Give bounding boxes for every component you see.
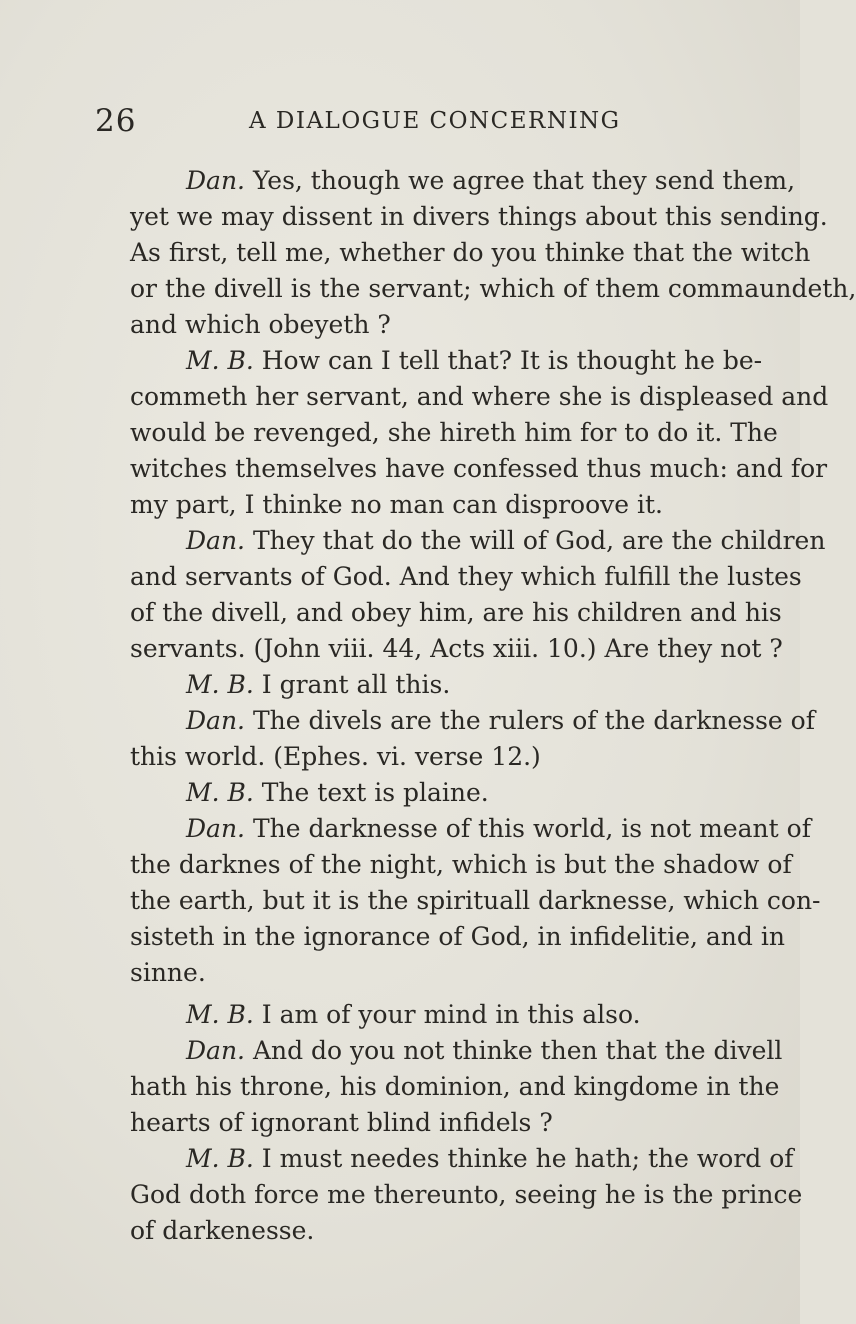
text-line: and servants of God. And they which fulfill the lustes	[130, 562, 802, 591]
text-line: of darkenesse.	[130, 1216, 315, 1245]
text-line: of the divell, and obey him, are his children and his	[130, 598, 782, 627]
text-line: servants. (John viii. 44, Acts xiii. 10.) Are they not ?	[130, 634, 783, 663]
speaker-label: M. B.	[186, 778, 254, 807]
speaker-label: Dan.	[186, 526, 245, 555]
text-line: Dan. They that do the will of God, are the children	[186, 526, 826, 555]
text-line: this world. (Ephes. vi. verse 12.)	[130, 742, 541, 771]
page-header	[95, 103, 695, 143]
text-line: M. B. I grant all this.	[186, 670, 451, 699]
text-line: the darknes of the night, which is but the shadow of	[130, 850, 792, 879]
speaker-label: M. B.	[186, 1144, 254, 1173]
text-line: Dan. Yes, though we agree that they send them,	[186, 166, 796, 195]
speaker-label: Dan.	[186, 706, 245, 735]
text-line: my part, I thinke no man can disproove it.	[130, 490, 663, 519]
text-line: hath his throne, his dominion, and kingdome in the	[130, 1072, 780, 1101]
text-line: witches themselves have confessed thus much: and for	[130, 454, 828, 483]
text-line: hearts of ignorant blind infidels ?	[130, 1108, 553, 1137]
text-line: M. B. The text is plaine.	[186, 778, 489, 807]
running-head: A DIALOGUE CONCERNING	[249, 108, 621, 134]
text-line: and which obeyeth ?	[130, 310, 391, 339]
text-line: yet we may dissent in divers things about this sending.	[130, 202, 828, 231]
speaker-label: M. B.	[186, 670, 254, 699]
text-line: would be revenged, she hireth him for to do it. The	[130, 418, 778, 447]
text-line: God doth force me thereunto, seeing he is the prince	[130, 1180, 803, 1209]
text-line: M. B. I must needes thinke he hath; the word of	[186, 1144, 794, 1173]
text-line: commeth her servant, and where she is displeased and	[130, 382, 829, 411]
text-line: M. B. I am of your mind in this also.	[186, 1000, 641, 1029]
speaker-label: M. B.	[186, 346, 254, 375]
speaker-label: Dan.	[186, 814, 245, 843]
text-line: sisteth in the ignorance of God, in infidelitie, and in	[130, 922, 785, 951]
text-line: M. B. How can I tell that? It is thought he be-	[186, 346, 763, 375]
text-line: As first, tell me, whether do you thinke that the witch	[130, 238, 811, 267]
text-line: Dan. And do you not thinke then that the divell	[186, 1036, 783, 1065]
text-line: or the divell is the servant; which of them commaundeth,	[130, 274, 856, 303]
text-line: Dan. The divels are the rulers of the darknesse of	[186, 706, 815, 735]
text-line: sinne.	[130, 958, 206, 987]
text-line: the earth, but it is the spirituall darknesse, which con-	[130, 886, 821, 915]
page-number: 26	[95, 103, 137, 139]
text-line: Dan. The darknesse of this world, is not meant of	[186, 814, 811, 843]
speaker-label: M. B.	[186, 1000, 254, 1029]
speaker-label: Dan.	[186, 1036, 245, 1065]
speaker-label: Dan.	[186, 166, 245, 195]
